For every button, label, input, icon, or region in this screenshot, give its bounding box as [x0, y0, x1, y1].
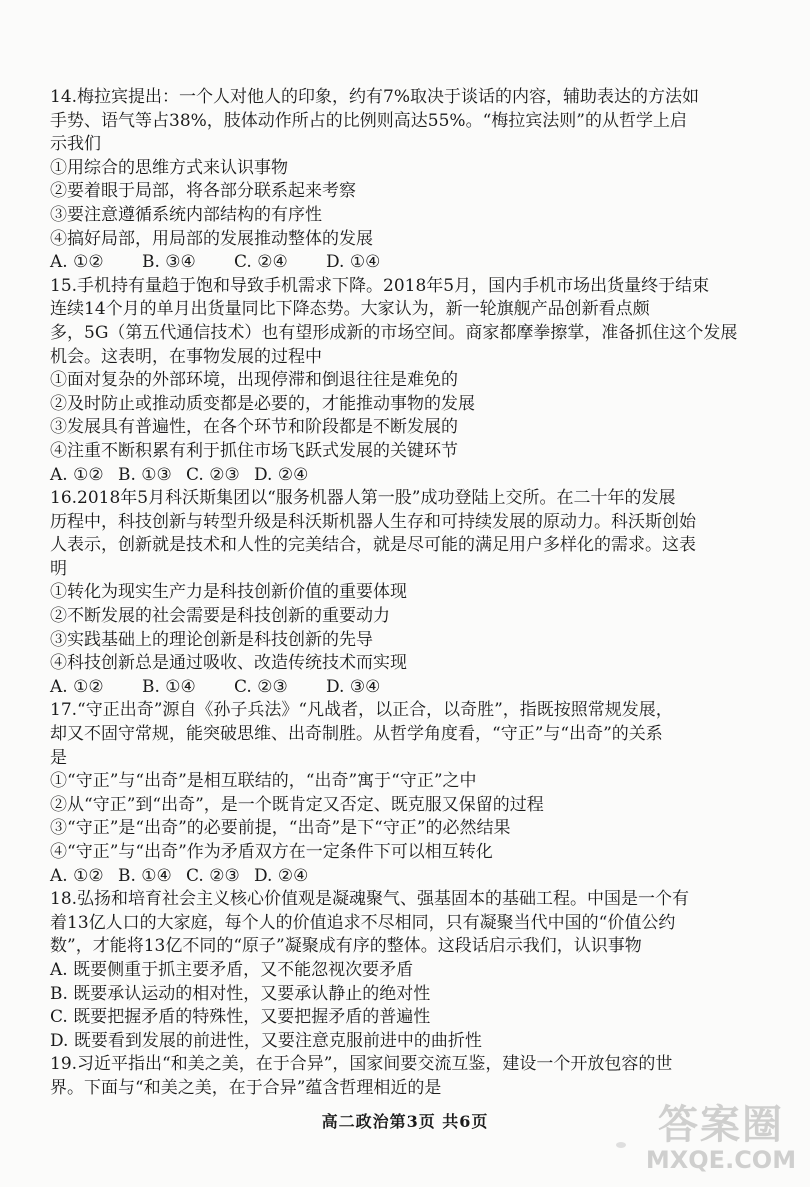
- answer-option-c: C. ②③: [234, 676, 288, 697]
- statement-item: ①“守正”与“出奇”是相互联结的，“出奇”寓于“守正”之中: [50, 771, 477, 792]
- statement-item: ①用综合的思维方式来认识事物: [50, 157, 288, 178]
- statement-item: ④“守正”与“出奇”作为矛盾双方在一定条件下可以相互转化: [50, 842, 493, 862]
- answer-option-a: A. ①②: [50, 252, 104, 273]
- statement-item: ①转化为现实生产力是科技创新价值的重要体现: [50, 582, 407, 603]
- answer-option-b: B. ①④: [142, 676, 196, 697]
- answer-option-a: A. ①②: [50, 676, 104, 697]
- statement-item: ③发展具有普遍性，在各个环节和阶段都是不断发展的: [50, 417, 458, 438]
- question-text-line: 15.手机持有量趋于饱和导致手机需求下降。2018年5月，国内手机市场出货量终于结束: [50, 275, 710, 296]
- question-text-line: 机会。这表明，在事物发展的过程中: [50, 346, 322, 367]
- question-text-line: 却又不固守常规，能突破思维、出奇制胜。从哲学角度看，“守正”与“出奇”的关系: [50, 724, 663, 745]
- answer-option-b: B. ①④: [118, 865, 172, 886]
- question-text-line: 19.习近平指出“和美之美，在于合异”，国家间要交流互鉴，建设一个开放包容的世: [50, 1054, 673, 1075]
- question-text-line: 明: [50, 558, 67, 579]
- question-19: [50, 1053, 750, 1100]
- watermark-url: MXQE.COM: [645, 1146, 797, 1174]
- scan-speck: [616, 1142, 626, 1148]
- answer-option-c: C. ②④: [234, 252, 288, 273]
- question-17: [50, 699, 750, 888]
- answer-option-c: C. ②③: [186, 865, 240, 886]
- statement-item: ③要注意遵循系统内部结构的有序性: [50, 204, 322, 225]
- answer-options: [50, 251, 750, 275]
- statement-item: ②要着眼于局部，将各部分联系起来考察: [50, 181, 356, 202]
- question-text-line: 示我们: [50, 134, 101, 155]
- answer-option-a: A. ①②: [50, 464, 104, 485]
- answer-option-a: A. ①②: [50, 865, 104, 886]
- question-text-line: 是: [50, 747, 67, 768]
- statement-item: ③实践基础上的理论创新是科技创新的先导: [50, 629, 373, 650]
- question-16: [50, 487, 750, 699]
- question-text-line: 17.“守正出奇”源自《孙子兵法》“凡战者，以正合，以奇胜”，指既按照常规发展，: [50, 700, 673, 721]
- statement-item: ④科技创新总是通过吸收、改造传统技术而实现: [50, 653, 407, 674]
- answer-option-b: B. 既要承认运动的相对性，又要承认静止的绝对性: [50, 983, 431, 1004]
- answer-option-b: B. ①③: [118, 464, 172, 485]
- question-text-line: 手势、语气等占38%，肢体动作所占的比例则高达55%。“梅拉宾法则”的从哲学上启: [50, 110, 687, 131]
- exam-page: [50, 86, 750, 1101]
- question-text-line: 人表示，创新就是技术和人性的完美结合，就是尽可能的满足用户多样化的需求。这表: [50, 535, 696, 556]
- page-footer: 高二政治第3页 共6页: [321, 1112, 489, 1131]
- statement-item: ②从“守正”到“出奇”，是一个既肯定又否定、既克服又保留的过程: [50, 794, 544, 815]
- answer-option-d: D. ②④: [254, 865, 309, 886]
- question-text-line: 着13亿人口的大家庭，每个人的价值追求不尽相同，只有凝聚当代中国的“价值公约: [50, 912, 676, 933]
- answer-options: [50, 676, 750, 700]
- question-text-line: 界。下面与“和美之美，在于合异”蕴含哲理相近的是: [50, 1077, 442, 1098]
- answer-option-d: D. ②④: [254, 464, 309, 485]
- question-text-line: 连续14个月的单月出货量同比下降态势。大家认为，新一轮旗舰产品创新看点颇: [50, 299, 650, 320]
- statement-item: ①面对复杂的外部环境，出现停滞和倒退往往是难免的: [50, 370, 458, 391]
- question-text-line: 多，5G（第五代通信技术）也有望形成新的市场空间。商家都摩拳擦掌，准备抓住这个发展: [50, 322, 738, 343]
- question-text-line: 14.梅拉宾提出：一个人对他人的印象，约有7%取决于谈话的内容，辅助表达的方法如: [50, 87, 700, 107]
- question-15: [50, 275, 750, 487]
- watermark-logo: [636, 1103, 806, 1183]
- answer-option-b: B. ③④: [142, 252, 196, 273]
- question-text-line: 16.2018年5月科沃斯集团以“服务机器人第一股”成功登陆上交所。在二十年的发展: [50, 488, 676, 509]
- statement-item: ④注重不断积累有利于抓住市场飞跃式发展的关键环节: [50, 440, 458, 461]
- answer-option-d: D. ③④: [326, 676, 381, 697]
- statement-item: ③“守正”是“出奇”的必要前提，“出奇”是下“守正”的必然结果: [50, 818, 511, 839]
- question-14: [50, 86, 750, 275]
- statement-item: ④搞好局部，用局部的发展推动整体的发展: [50, 228, 373, 249]
- answer-option-d: D. 既要看到发展的前进性，又要注意克服前进中的曲折性: [50, 1030, 482, 1051]
- answer-option-d: D. ①④: [326, 252, 381, 273]
- question-text-line: 数”，才能将13亿不同的“原子”凝聚成有序的整体。这段话启示我们，认识事物: [50, 936, 642, 957]
- answer-options: [50, 865, 750, 889]
- answer-option-a: A. 既要侧重于抓主要矛盾，又不能忽视次要矛盾: [50, 959, 414, 980]
- answer-options: [50, 464, 750, 488]
- question-text-line: 历程中，科技创新与转型升级是科沃斯机器人生存和可持续发展的原动力。科沃斯创始: [50, 511, 696, 532]
- watermark-logo-text: 答案圈: [658, 1102, 784, 1148]
- statement-item: ②不断发展的社会需要是科技创新的重要动力: [50, 606, 390, 627]
- question-text-line: 18.弘扬和培育社会主义核心价值观是凝魂聚气、强基固本的基础工程。中国是一个有: [50, 889, 690, 910]
- question-18: [50, 888, 750, 1053]
- answer-option-c: C. ②③: [186, 464, 240, 485]
- answer-option-c: C. 既要把握矛盾的特殊性，又要把握矛盾的普遍性: [50, 1007, 431, 1028]
- statement-item: ②及时防止或推动质变都是必要的，才能推动事物的发展: [50, 393, 475, 414]
